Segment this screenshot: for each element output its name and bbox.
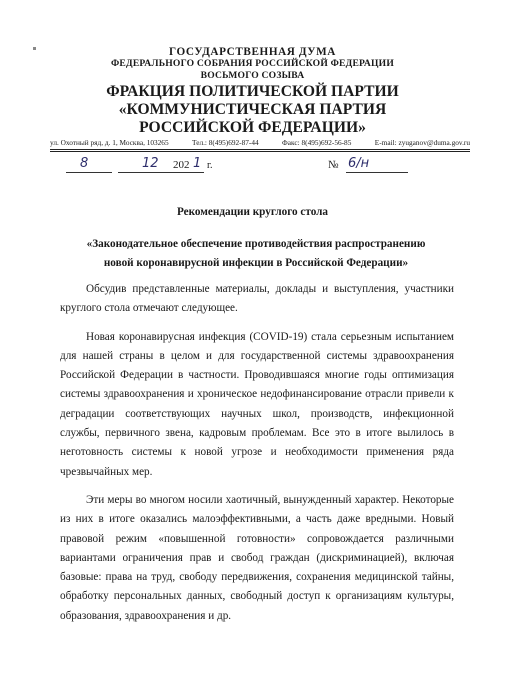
faction-title-line3: РОССИЙСКОЙ ФЕДЕРАЦИИ»: [139, 119, 366, 136]
year-underline: [174, 172, 204, 173]
document-number: 6/н: [348, 156, 370, 171]
date-year-unit: г.: [207, 160, 213, 171]
date-number-row: [0, 155, 505, 177]
email-text: E-mail: zyuganov@duma.gov.ru: [374, 138, 470, 147]
body-text: [60, 280, 454, 635]
header-rule-bottom: [50, 151, 470, 152]
paragraph: Обсудив представленные материалы, доклады и выступления, участники круглого стола отмечают следующее.: [60, 283, 454, 315]
number-label: №: [328, 159, 339, 171]
contact-line: [50, 138, 470, 147]
day-underline: [66, 172, 112, 173]
header-rule-top: [50, 149, 470, 150]
address-text: ул. Охотный ряд, д. 1, Москва, 103265: [50, 138, 169, 147]
letterhead-convocation: ВОСЬМОГО СОЗЫВА: [200, 70, 305, 81]
phone-text: Тел.: 8(495)692-87-44: [192, 138, 259, 147]
date-day: 8: [80, 156, 89, 171]
letterhead-duma: ГОСУДАРСТВЕННАЯ ДУМА: [169, 46, 336, 58]
document-subtitle: «Законодательное обеспечение противодействия распространению новой коронавирусной инфекции в Российской Федерации»: [86, 238, 426, 269]
paragraph: Новая коронавирусная инфекция (COVID-19) стала серьезным испытанием для нашей страны в целом и для государственной системы здравоохранения Российской Федерации в частности. Проводившаяся многие годы оптимизация системы здравоохранения и хроническое недофинансирование отрасли привели к деградации соответствующих научных школ, производств, инфекционной службы, первичного звена, кадровым проблемам. Все это в итоге вылилось в неготовность системы к новой угрозе и необходимости применения ряда чрезвычайных мер.: [60, 330, 454, 478]
fax-text: Факс: 8(495)692-56-85: [282, 138, 352, 147]
number-underline: [346, 172, 408, 173]
document-title: Рекомендации круглого стола: [176, 206, 329, 218]
month-underline: [118, 172, 174, 173]
faction-title-line1: ФРАКЦИЯ ПОЛИТИЧЕСКОЙ ПАРТИИ: [106, 83, 399, 100]
letterhead-assembly: ФЕДЕРАЛЬНОГО СОБРАНИЯ РОССИЙСКОЙ ФЕДЕРАЦИИ: [110, 58, 394, 69]
date-year-suffix: 1: [193, 156, 202, 171]
faction-title-line2: «КОММУНИСТИЧЕСКАЯ ПАРТИЯ: [118, 101, 387, 118]
date-month: 12: [142, 156, 159, 171]
paragraph: Эти меры во многом носили хаотичный, вынужденный характер. Некоторые из них в итоге оказались малоэффективными, а часть даже вредными. Новый правовой режим «повышенной готовности» сопровождается различными вариантами ограничения прав и свобод граждан (дискриминацией), включая базовые: права на труд, свободу передвижения, сохранения медицинской тайны, обработку персональных данных, свободный доступ к организациям культуры, образования, здравоохранения и др.: [60, 493, 454, 622]
date-year-prefix: 202: [173, 159, 190, 171]
